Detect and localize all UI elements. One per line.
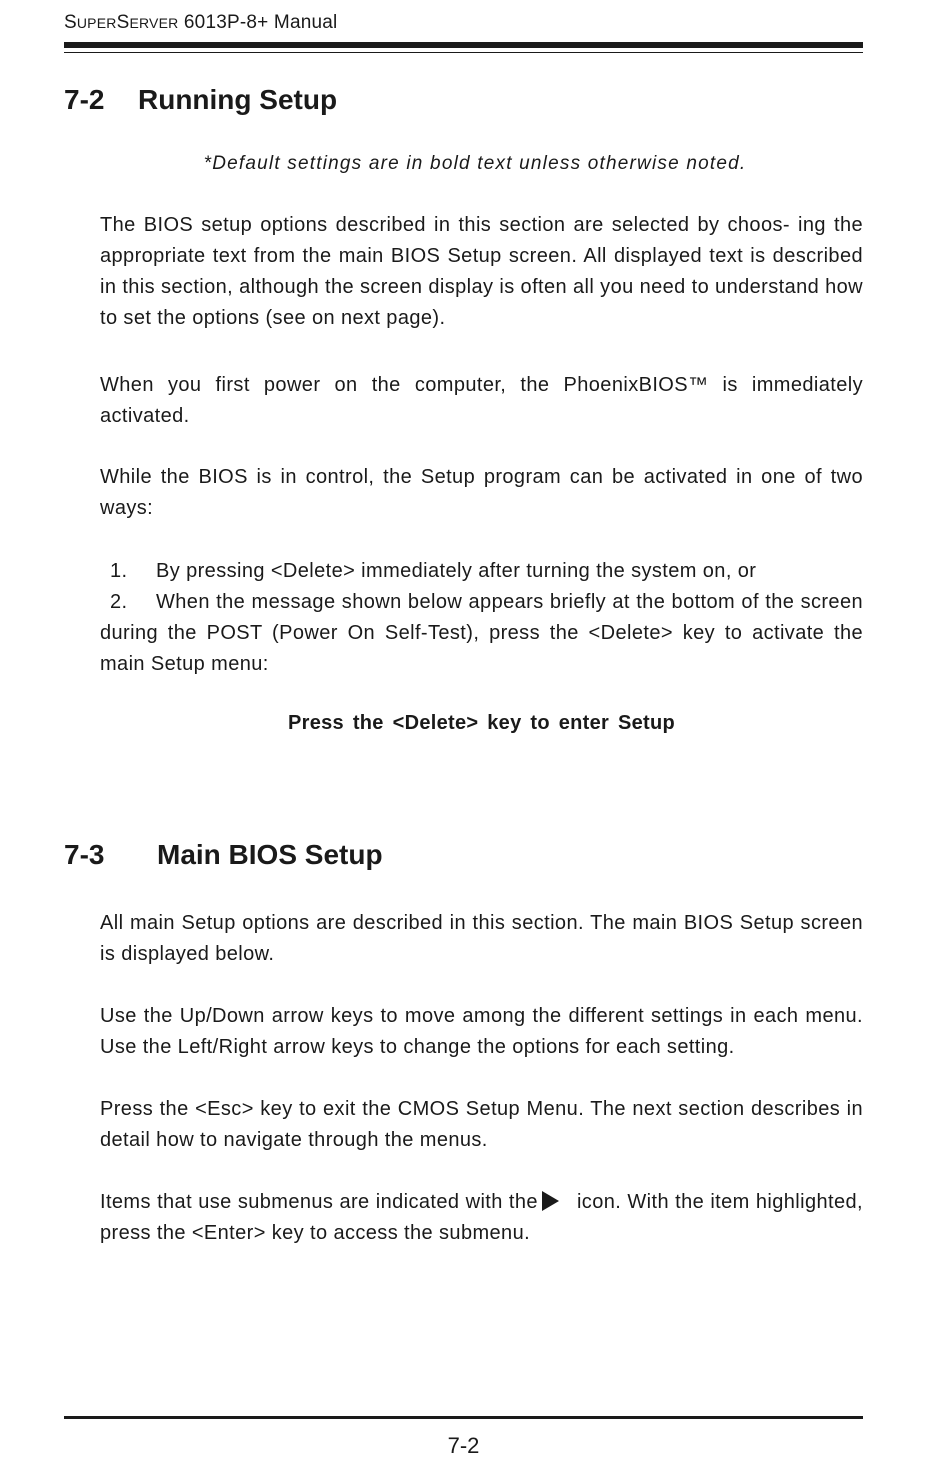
section-heading-7-3 [64, 839, 383, 871]
paragraph-esc-key: Press the <Esc> key to exit the CMOS Setup Menu. The next section describes in detail how to navigate through the menus. [100, 1098, 863, 1151]
right-triangle-icon [542, 1191, 559, 1211]
header-rule-thin [64, 52, 863, 53]
section-title: Main BIOS Setup [157, 839, 383, 870]
section-title: Running Setup [138, 84, 338, 115]
footer-rule [64, 1416, 863, 1419]
section-number: 7-3 [64, 839, 105, 870]
default-settings-note: *Default settings are in bold text unless otherwise noted. [203, 153, 747, 174]
list-item: 1. By pressing <Delete> immediately after turning the system on, or [110, 560, 757, 582]
paragraph-arrow-keys: Use the Up/Down arrow keys to move among the different settings in each menu. Use the Left/Right arrow keys to change the options for each setting. [100, 1005, 863, 1058]
delete-key-prompt: Press the <Delete> key to enter Setup [287, 712, 676, 734]
section-heading-7-2 [64, 84, 337, 116]
section-number: 7-2 [64, 84, 105, 115]
paragraph-bios-options: The BIOS setup options described in this section are selected by choos- ing the appropriate text from the main BIOS Setup screen. All displayed text is described in this section, although the screen display is often all you need to understand how to set the options (see on next page). [100, 214, 863, 329]
header-rule-thick [64, 42, 863, 48]
paragraph-power-on: When you first power on the computer, the PhoenixBIOS™ is immediately activated. [100, 374, 863, 427]
page-number: 7-2 [447, 1433, 480, 1458]
running-header: SUPERSERVER 6013P-8+ Manual [64, 12, 338, 33]
paragraph-main-setup: All main Setup options are described in this section. The main BIOS Setup screen is displayed below. [100, 912, 863, 965]
paragraph-submenus: Items that use submenus are indicated with the icon. With the item highlighted, press the <Enter> key to access the submenu. [100, 1191, 863, 1244]
list-item: 2. When the message shown below appears briefly at the bottom of the screen during the POST (Power On Self-Test), press the <Delete> key to activate the main Setup menu: [100, 591, 863, 675]
paragraph-setup-activation: While the BIOS is in control, the Setup program can be activated in one of two ways: [100, 466, 863, 519]
